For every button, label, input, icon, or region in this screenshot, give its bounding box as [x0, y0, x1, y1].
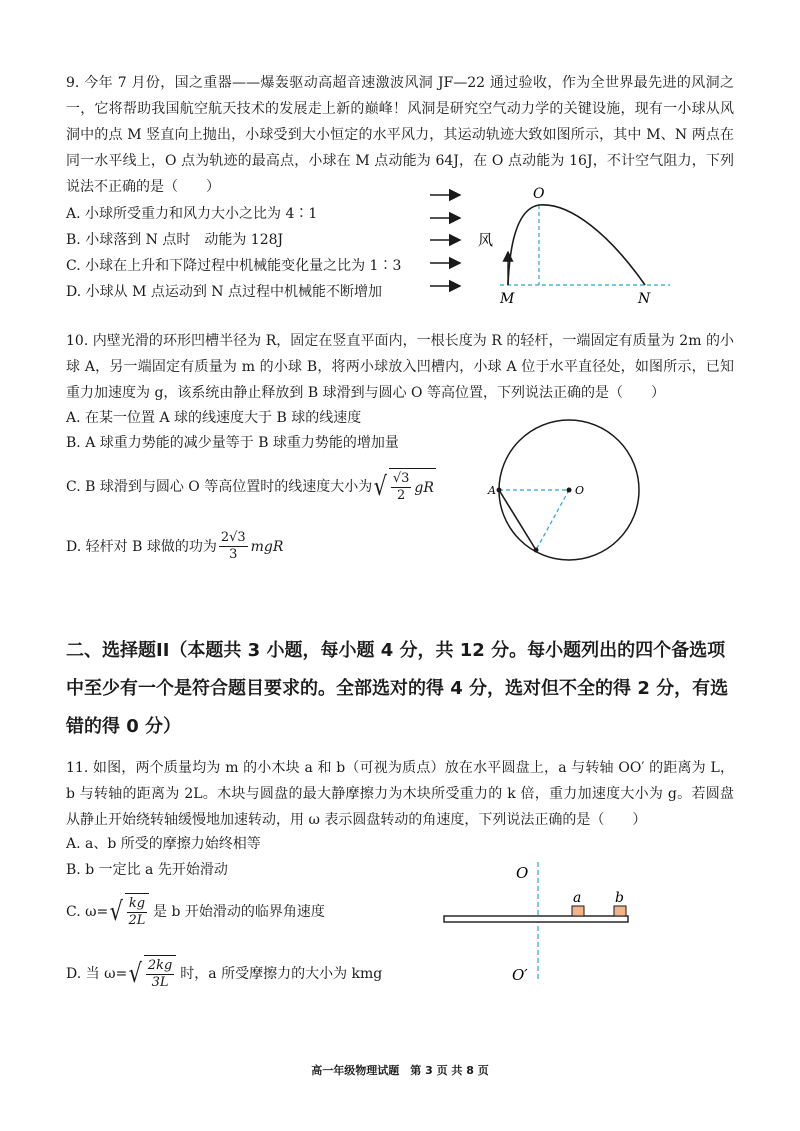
label-O: O [575, 484, 585, 497]
q11-option-d: D. 当 ω= √ $\frac{2kg}{3L}$ 时，a 所受摩擦力的大小为 kmg [66, 955, 382, 993]
q11-option-c-prefix: C. ω= [66, 904, 109, 920]
section-2-heading: 二、选择题II（本题共 3 小题，每小题 4 分，共 12 分。每小题列出的四个备选项中至少有一个是符合题目要求的。全部选对的得 4 分，选对但不全的得 2 分，有选错的得 0 分） [66, 640, 729, 737]
block-b [614, 906, 626, 916]
trajectory [508, 205, 645, 285]
q11-option-c: C. ω= √ $\frac{kg}{2L}$ 是 b 开始滑动的临界角速度 [66, 893, 325, 931]
label-b: b [615, 890, 624, 906]
q9-figure [420, 180, 690, 310]
q10-d-den: 3 [229, 547, 238, 562]
q11-stem: 11. 如图，两个质量均为 m 的小木块 a 和 b（可视为质点）放在水平圆盘上，a 与转轴 OO′ 的距离为 L，b 与转轴的距离为 2L。木块与圆盘的最大静摩擦力为木块所受重力的 k 倍，重力加速度大小为 g。若圆盘从静止开始绕转轴缓慢地加速转动，用 ω 表示圆盘转动的角速度，下列说法正确的是（ ） [66, 760, 734, 828]
q10-figure [480, 410, 640, 570]
q9-stem: 9. 今年 7 月份，国之重器——爆轰驱动高超音速激波风洞 JF—22 通过验收，作为全世界最先进的风洞之一，它将帮助我国航空航天技术的发展走上新的巅峰！风洞是研究空气动力学的关键设施，现有一小球从风洞中的点 M 竖直向上抛出，小球受到大小恒定的水平风力，其运动轨迹大致如图所示，其中 M、N 两点在同一水平线上，O 点为轨迹的最高点，小球在 M 点动能为 64J，在 O 点动能为 16J，不计空气阻力，下列说法不正确的是（ ） [66, 75, 734, 195]
q10-c-num: √3 [392, 471, 410, 486]
label-A: A [488, 484, 496, 497]
label-O: O [516, 864, 529, 882]
q11-option-d-prefix: D. 当 ω= [66, 966, 128, 982]
q10-d-tail: mgR [250, 538, 284, 555]
q11-c-num: kg [128, 896, 146, 911]
q11-d-tail: 时，a 所受摩擦力的大小为 kmg [180, 966, 383, 982]
q10-option-d [66, 530, 283, 563]
q10-d-num: 2√3 [220, 530, 246, 545]
disk [444, 916, 628, 922]
q11-figure [440, 858, 640, 988]
label-a: a [573, 890, 582, 906]
q10-c-tail: gR [414, 479, 434, 496]
q9-option-d: D. 小球从 M 点运动到 N 点过程中机械能不断增加 [66, 284, 383, 300]
page-footer: 高一年级物理试题 第 3 页 共 8 页 [311, 1064, 489, 1077]
q11-c-tail: 是 b 开始滑动的临界角速度 [153, 904, 325, 920]
q11-d-num: 2kg [147, 958, 173, 973]
q10-stem: 10. 内壁光滑的环形凹槽半径为 R，固定在竖直平面内，一根长度为 R 的轻杆，一端固定有质量为 2m 的小球 A，另一端固定有质量为 m 的小球 B，将两小球放入凹槽内，小球 A 位于水平直径处，如图所示，已知重力加速度为 g，该系统由静止释放到 B 球滑到与圆心 O 等高位置，下列说法正确的是（ ） [66, 333, 734, 401]
wind-label: 风 [478, 231, 494, 249]
q9-option-b: B. 小球落到 N 点时 动能为 128J [66, 232, 284, 248]
q9-option-c: C. 小球在上升和下降过程中机械能变化量之比为 1∶3 [66, 258, 402, 274]
label-N: N [638, 291, 651, 307]
q10-option-a: A. 在某一位置 A 球的线速度大于 B 球的线速度 [66, 410, 362, 426]
q10-option-d-prefix: D. 轻杆对 B 球做的功为 [66, 538, 217, 555]
q11-option-b: B. b 一定比 a 先开始滑动 [66, 862, 228, 878]
wind-arrows [430, 195, 460, 286]
q10-c-den: 2 [396, 488, 406, 503]
label-M: M [500, 291, 515, 307]
q11-option-a: A. a、b 所受的摩擦力始终相等 [66, 836, 261, 852]
q10-option-c: C. B 球滑到与圆心 O 等高位置时的线速度大小为 √ $\frac{√3}{2}$ gR [66, 468, 436, 506]
q11-c-den: 2L [128, 913, 146, 928]
q10-option-c-prefix: C. B 球滑到与圆心 O 等高位置时的线速度大小为 [66, 479, 373, 495]
q11-d-den: 3L [151, 975, 169, 990]
q10-option-b: B. A 球重力势能的减少量等于 B 球重力势能的增加量 [66, 435, 399, 451]
label-O: O [533, 186, 545, 202]
q9-option-a: A. 小球所受重力和风力大小之比为 4∶1 [66, 206, 318, 222]
block-a [572, 906, 584, 916]
label-O-prime: O′ [512, 966, 528, 984]
